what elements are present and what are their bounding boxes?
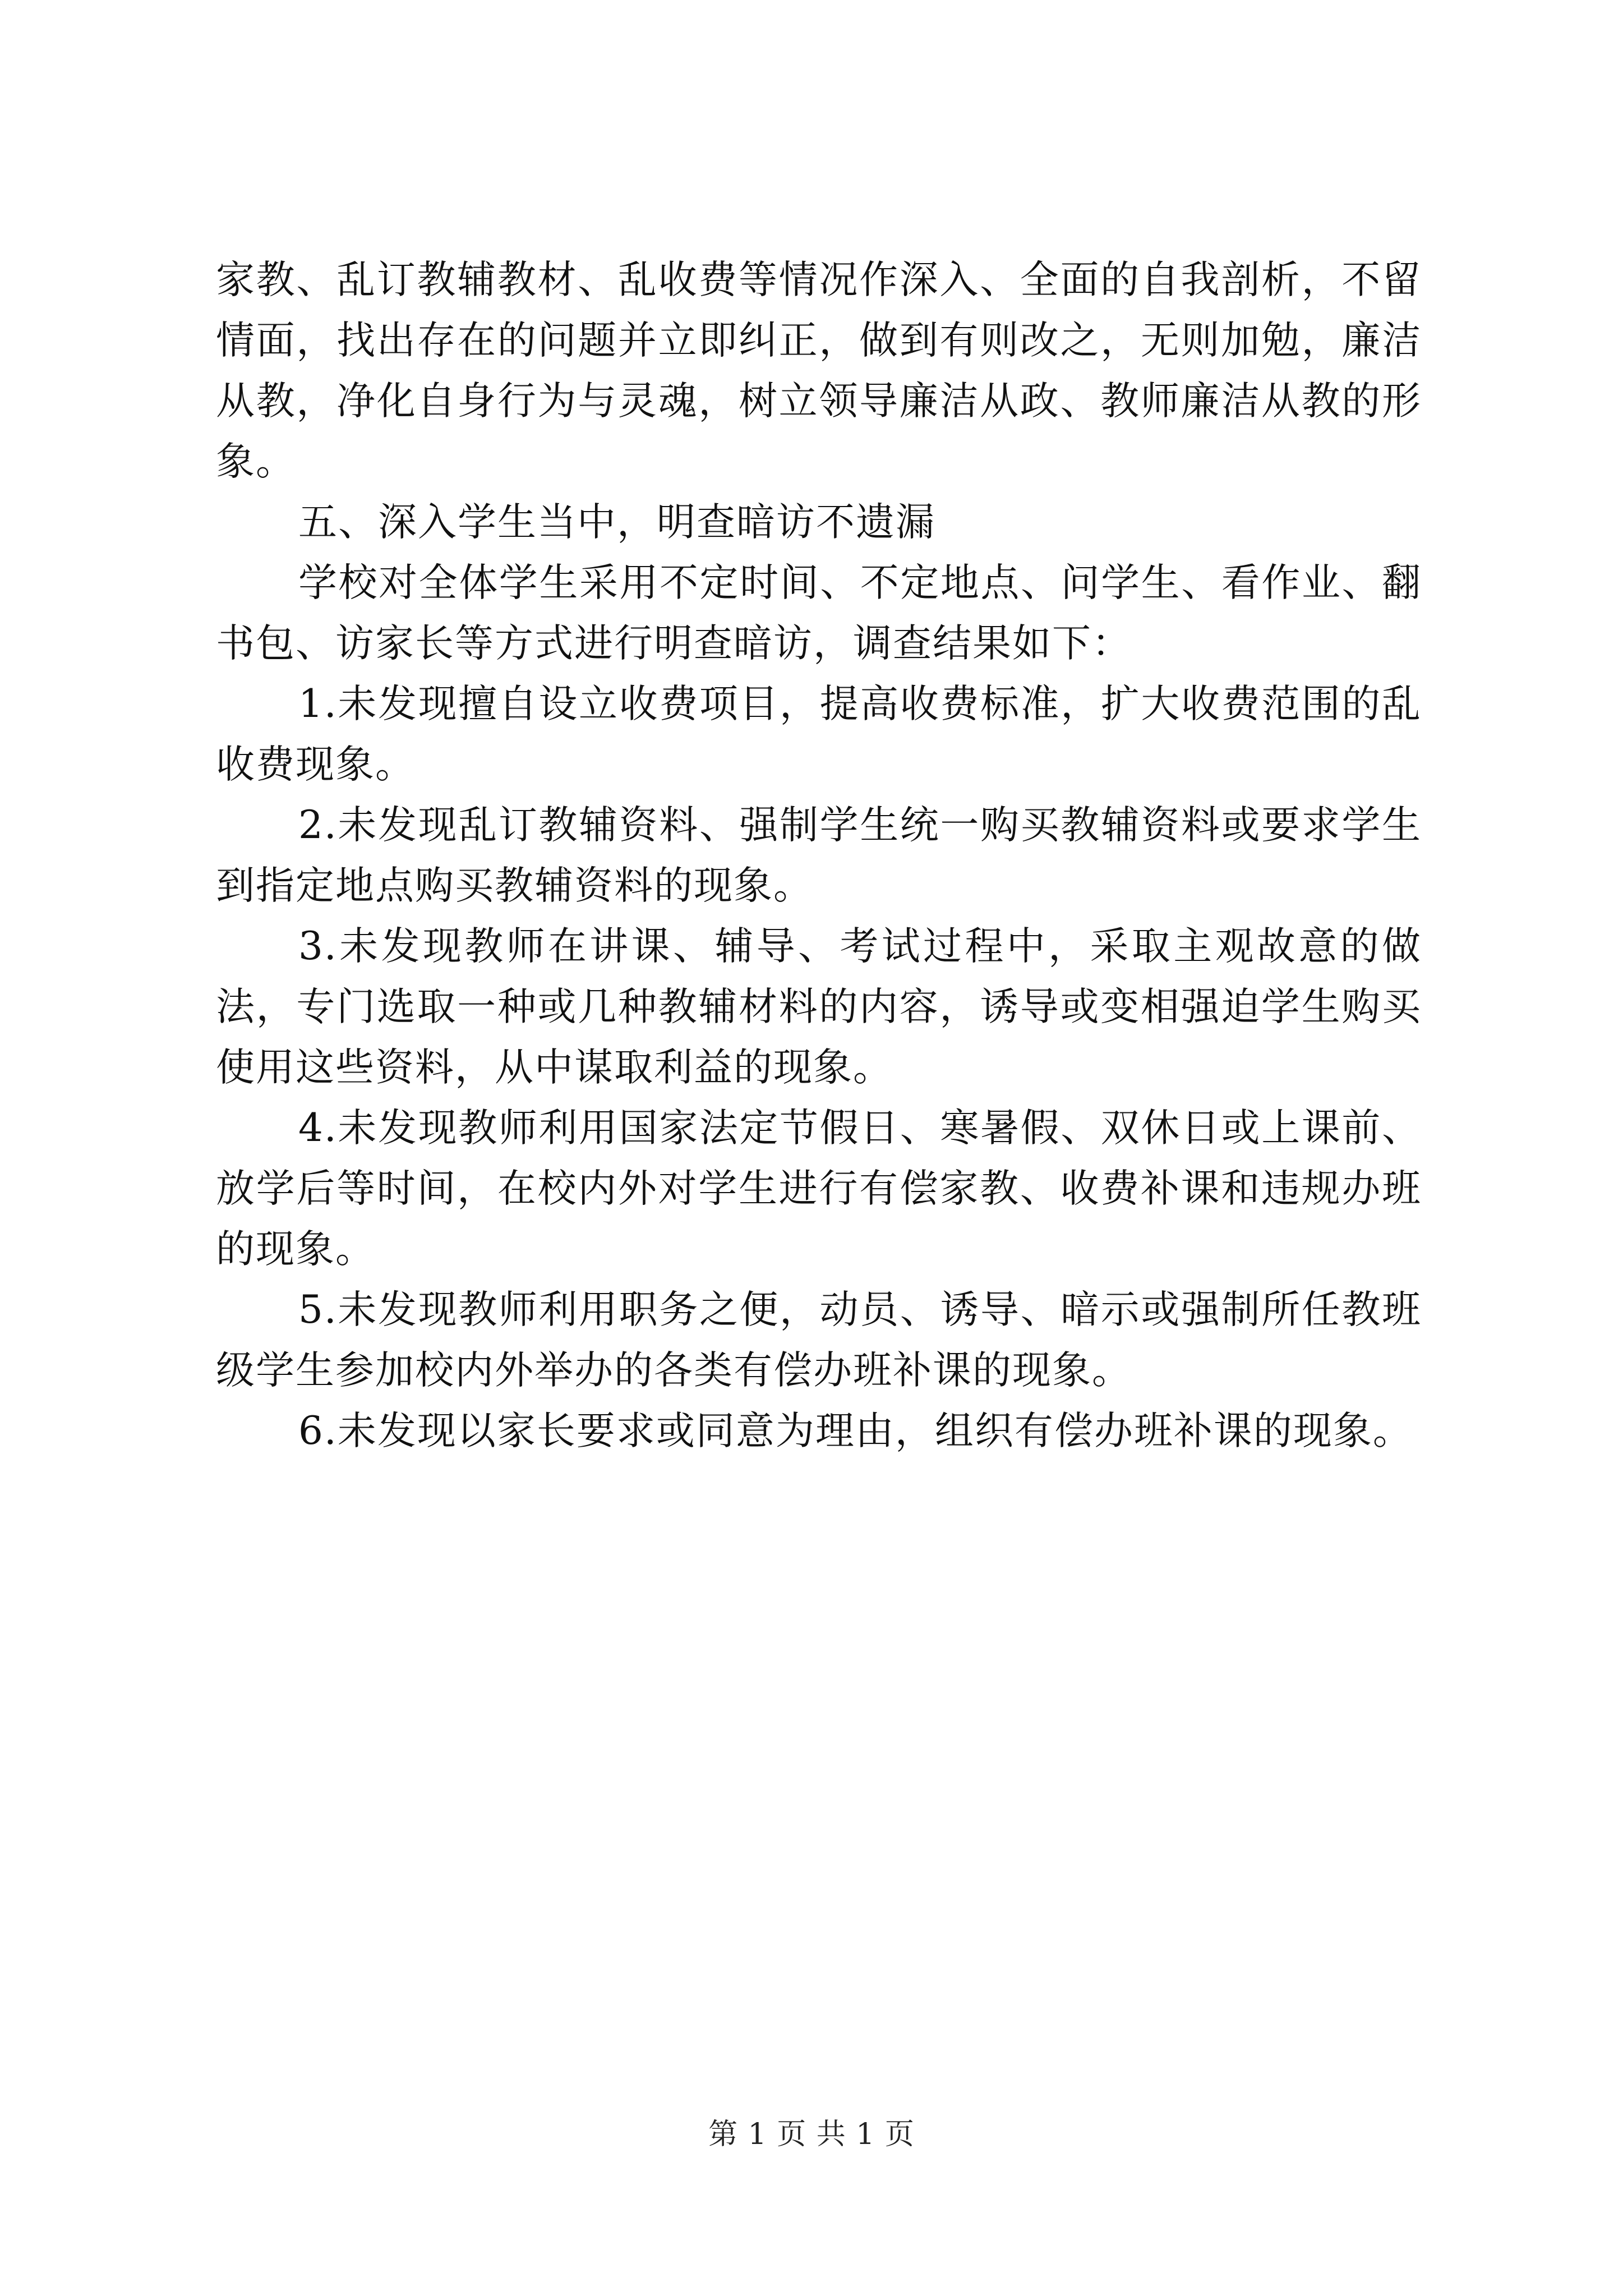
section-heading: 五、深入学生当中，明查暗访不遗漏 [298,500,935,545]
finding-item-1: 1.未发现擅自设立收费项目，提高收费标准，扩大收费范围的乱收费现象。 [216,682,1422,787]
paragraph-continued: 家教、乱订教辅教材、乱收费等情况作深入、全面的自我剖析，不留情面，找出存在的问题并立即纠正，做到有则改之，无则加勉，廉洁从教，净化自身行为与灵魂，树立领导廉洁从政、教师廉洁从教的形象。 [216,257,1422,484]
finding-item-4: 4.未发现教师利用国家法定节假日、寒暑假、双休日或上课前、放学后等时间，在校内外对学生进行有偿家教、收费补课和违规办班的现象。 [216,1106,1422,1272]
document-body [216,250,1422,1461]
paragraph-intro: 学校对全体学生采用不定时间、不定地点、问学生、看作业、翻书包、访家长等方式进行明查暗访，调查结果如下： [216,560,1422,666]
page-footer: 第 1 页 共 1 页 [708,2118,915,2151]
finding-item-2: 2.未发现乱订教辅资料、强制学生统一购买教辅资料或要求学生到指定地点购买教辅资料的现象。 [216,803,1422,908]
finding-item-5: 5.未发现教师利用职务之便，动员、诱导、暗示或强制所任教班级学生参加校内外举办的各类有偿办班补课的现象。 [216,1287,1422,1393]
finding-item-6: 6.未发现以家长要求或同意为理由，组织有偿办班补课的现象。 [298,1409,1413,1453]
finding-item-3: 3.未发现教师在讲课、辅导、考试过程中，采取主观故意的做法，专门选取一种或几种教辅材料的内容，诱导或变相强迫学生购买使用这些资料，从中谋取利益的现象。 [216,924,1422,1090]
